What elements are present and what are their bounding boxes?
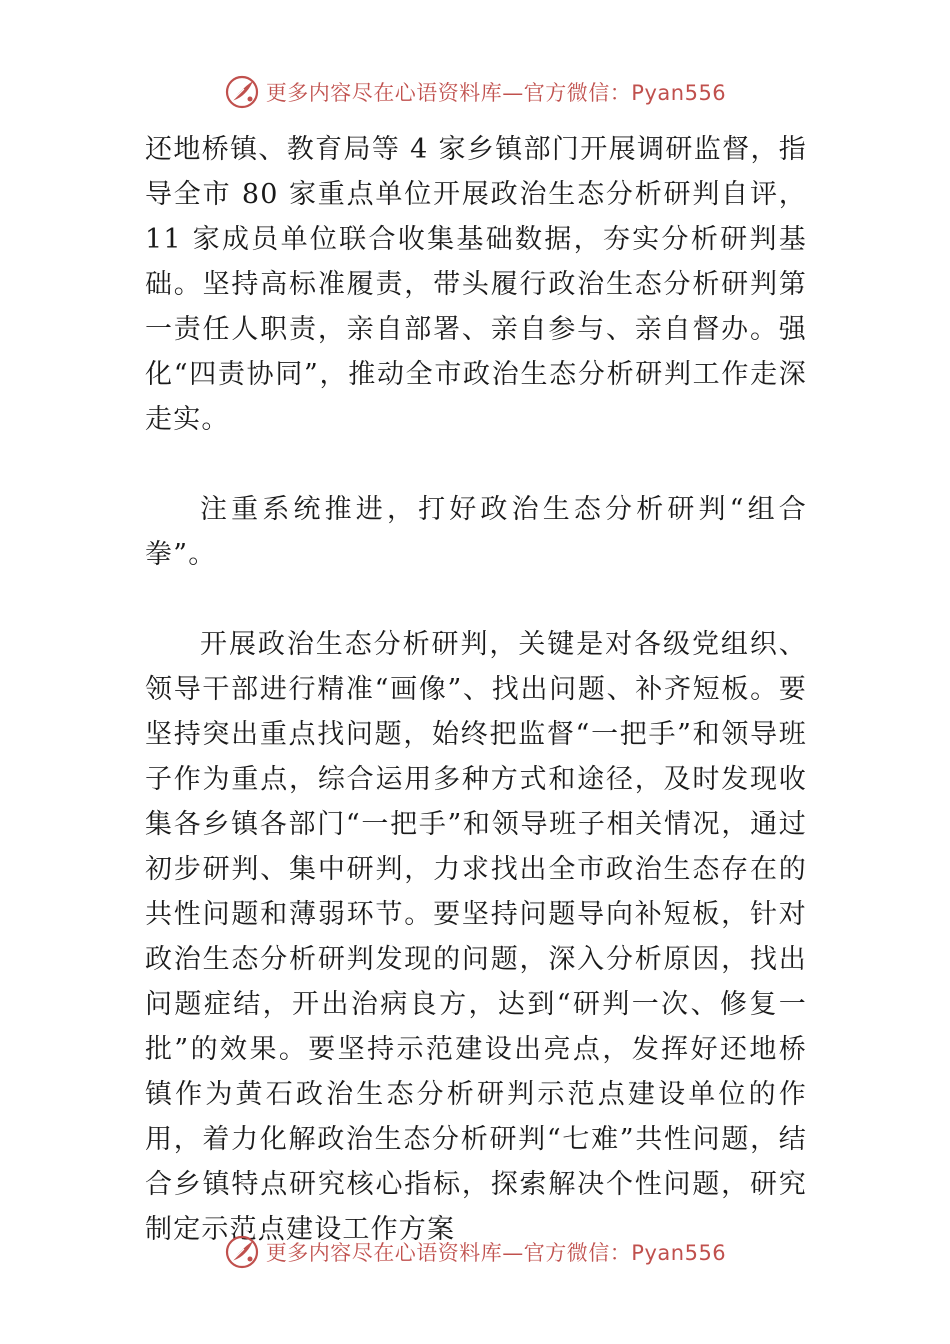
document-body — [145, 127, 807, 1252]
paragraph-1: 还地桥镇、教育局等 4 家乡镇部门开展调研监督，指导全市 80 家重点单位开展政治生态分析研判自评，11 家成员单位联合收集基础数据，夯实分析研判基础。坚持高标准履责，带头履行政治生态分析研判第一责任人职责，亲自部署、亲自参与、亲自督办。强化“四责协同”，推动全市政治生态分析研判工作走深走实。 — [145, 134, 807, 435]
quill-logo-icon — [224, 1234, 260, 1270]
paragraph-2: 开展政治生态分析研判，关键是对各级党组织、领导干部进行精准“画像”、找出问题、补齐短板。要坚持突出重点找问题，始终把监督“一把手”和领导班子作为重点，综合运用多种方式和途径，及时发现收集各乡镇各部门“一把手”和领导班子相关情况，通过初步研判、集中研判，力求找出全市政治生态存在的共性问题和薄弱环节。要坚持问题导向补短板，针对政治生态分析研判发现的问题，深入分析原因，找出问题症结，开出治病良方，达到“研判一次、修复一批”的效果。要坚持示范建设出亮点，发挥好还地桥镇作为黄石政治生态分析研判示范点建设单位的作用，着力化解政治生态分析研判“七难”共性问题，结合乡镇特点研究核心指标，探索解决个性问题，研究制定示范点建设工作方案 — [145, 629, 807, 1245]
header-banner — [0, 72, 950, 112]
footer-banner — [0, 1232, 950, 1272]
header-banner-text: 更多内容尽在心语资料库—官方微信：Pyan556 — [265, 81, 727, 105]
quill-logo-icon — [224, 74, 260, 110]
section-heading: 注重系统推进，打好政治生态分析研判“组合拳”。 — [145, 494, 807, 570]
footer-banner-text: 更多内容尽在心语资料库—官方微信：Pyan556 — [265, 1241, 727, 1265]
